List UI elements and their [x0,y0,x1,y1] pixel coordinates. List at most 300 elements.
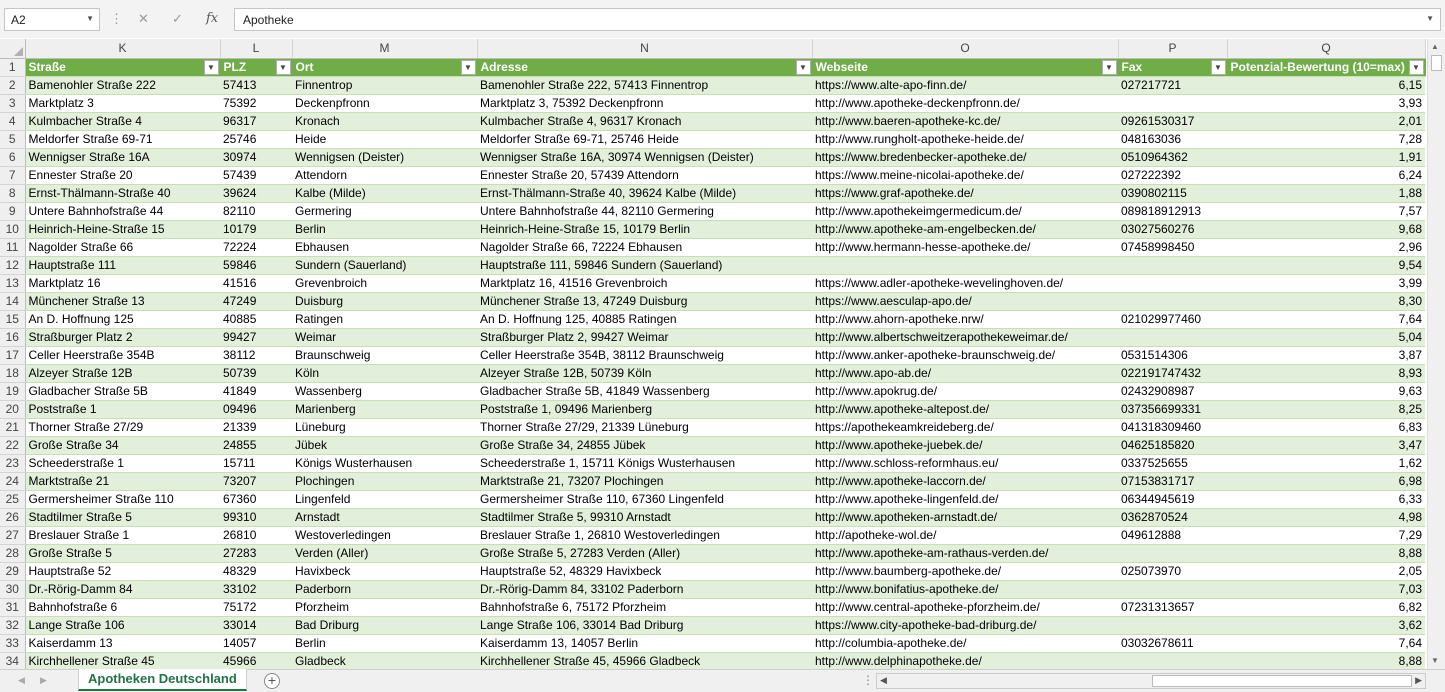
table-cell[interactable]: Poststraße 1 [25,400,220,418]
table-cell[interactable]: http://www.apo-ab.de/ [812,364,1118,382]
table-cell[interactable]: 8,30 [1227,292,1425,310]
table-cell[interactable] [1118,94,1227,112]
table-cell[interactable]: http://www.apotheke-deckenpfronn.de/ [812,94,1118,112]
cancel-icon[interactable]: ✕ [138,11,149,26]
table-cell[interactable] [1118,544,1227,562]
table-cell[interactable]: Finnentrop [292,76,477,94]
table-cell[interactable]: Bad Driburg [292,616,477,634]
table-cell[interactable]: Marktstraße 21 [25,472,220,490]
vertical-scrollbar[interactable] [1427,39,1445,669]
table-cell[interactable]: 48329 [220,562,292,580]
table-cell[interactable]: Kaiserdamm 13 [25,634,220,652]
column-header[interactable]: Q [1227,39,1425,58]
table-cell[interactable]: http://www.baumberg-apotheke.de/ [812,562,1118,580]
table-cell[interactable]: Gladbacher Straße 5B, 41849 Wassenberg [477,382,812,400]
enter-icon[interactable]: ✓ [172,11,183,26]
table-cell[interactable]: http://www.apotheken-arnstadt.de/ [812,508,1118,526]
row-header[interactable]: 25 [0,490,25,508]
table-cell[interactable]: Bahnhofstraße 6 [25,598,220,616]
table-cell[interactable]: Scheederstraße 1, 15711 Königs Wusterhausen [477,454,812,472]
table-cell[interactable]: Breslauer Straße 1, 26810 Westoverledingen [477,526,812,544]
table-cell[interactable]: http://www.apotheke-am-rathaus-verden.de/ [812,544,1118,562]
table-cell[interactable]: 09261530317 [1118,112,1227,130]
table-cell[interactable]: Weimar [292,328,477,346]
row-header[interactable]: 30 [0,580,25,598]
table-cell[interactable]: 025073970 [1118,562,1227,580]
table-cell[interactable]: http://apotheke-wol.de/ [812,526,1118,544]
table-cell[interactable]: Attendorn [292,166,477,184]
table-cell[interactable]: Lange Straße 106 [25,616,220,634]
row-header[interactable]: 10 [0,220,25,238]
table-cell[interactable]: Ratingen [292,310,477,328]
column-header[interactable]: N [477,39,812,58]
table-cell[interactable]: http://www.ahorn-apotheke.nrw/ [812,310,1118,328]
row-header[interactable]: 16 [0,328,25,346]
table-cell[interactable] [1118,256,1227,274]
scroll-down-icon[interactable]: ▼ [1431,656,1439,665]
table-cell[interactable] [1118,652,1227,670]
table-cell[interactable]: Paderborn [292,580,477,598]
table-cell[interactable]: 07458998450 [1118,238,1227,256]
table-cell[interactable]: http://www.rungholt-apotheke-heide.de/ [812,130,1118,148]
row-header[interactable]: 20 [0,400,25,418]
table-cell[interactable]: Germersheimer Straße 110, 67360 Lingenfeld [477,490,812,508]
row-header[interactable]: 22 [0,436,25,454]
table-cell[interactable]: http://www.apotheke-juebek.de/ [812,436,1118,454]
table-cell[interactable]: Stadtilmer Straße 5 [25,508,220,526]
table-cell[interactable]: http://www.anker-apotheke-braunschweig.de/ [812,346,1118,364]
table-cell[interactable]: 09496 [220,400,292,418]
table-cell[interactable]: Kirchhellener Straße 45, 45966 Gladbeck [477,652,812,670]
table-cell[interactable]: Stadtilmer Straße 5, 99310 Arnstadt [477,508,812,526]
row-header[interactable]: 12 [0,256,25,274]
table-cell[interactable]: Straßburger Platz 2 [25,328,220,346]
table-cell[interactable]: 0337525655 [1118,454,1227,472]
row-header[interactable]: 1 [0,58,25,76]
name-box[interactable] [4,8,100,31]
table-cell[interactable]: http://www.apothekeimgermedicum.de/ [812,202,1118,220]
filter-dropdown-icon[interactable]: ▼ [1211,60,1226,75]
table-cell[interactable]: Heinrich-Heine-Straße 15, 10179 Berlin [477,220,812,238]
table-cell[interactable]: Lingenfeld [292,490,477,508]
table-cell[interactable]: 10179 [220,220,292,238]
table-cell[interactable]: 7,64 [1227,634,1425,652]
table-cell[interactable]: Wennigser Straße 16A, 30974 Wennigsen (Deister) [477,148,812,166]
row-header[interactable]: 15 [0,310,25,328]
tab-splitter-icon[interactable]: ⋮ [862,673,874,687]
table-cell[interactable]: 57413 [220,76,292,94]
header-cell[interactable]: PLZ ▼ [220,58,292,76]
table-cell[interactable]: 39624 [220,184,292,202]
table-cell[interactable]: http://www.schloss-reformhaus.eu/ [812,454,1118,472]
table-cell[interactable]: Thorner Straße 27/29 [25,418,220,436]
row-header[interactable]: 23 [0,454,25,472]
table-cell[interactable]: 73207 [220,472,292,490]
row-header[interactable]: 18 [0,364,25,382]
table-cell[interactable]: Pforzheim [292,598,477,616]
table-cell[interactable]: Braunschweig [292,346,477,364]
table-cell[interactable]: 0362870524 [1118,508,1227,526]
table-cell[interactable]: Poststraße 1, 09496 Marienberg [477,400,812,418]
table-cell[interactable]: Köln [292,364,477,382]
table-cell[interactable]: 9,54 [1227,256,1425,274]
table-cell[interactable]: Untere Bahnhofstraße 44 [25,202,220,220]
row-header[interactable]: 4 [0,112,25,130]
table-cell[interactable]: Lüneburg [292,418,477,436]
table-cell[interactable]: Königs Wusterhausen [292,454,477,472]
table-cell[interactable]: Sundern (Sauerland) [292,256,477,274]
table-cell[interactable]: 38112 [220,346,292,364]
table-cell[interactable]: 7,57 [1227,202,1425,220]
row-header[interactable]: 8 [0,184,25,202]
table-cell[interactable]: 57439 [220,166,292,184]
table-cell[interactable]: 99427 [220,328,292,346]
table-cell[interactable]: https://apothekeamkreideberg.de/ [812,418,1118,436]
row-header[interactable]: 21 [0,418,25,436]
scroll-thumb[interactable] [1152,675,1412,687]
table-cell[interactable]: 04625185820 [1118,436,1227,454]
table-cell[interactable]: 02432908987 [1118,382,1227,400]
table-cell[interactable]: http://www.albertschweitzerapothekeweimar.de/ [812,328,1118,346]
table-cell[interactable]: Bahnhofstraße 6, 75172 Pforzheim [477,598,812,616]
table-cell[interactable]: https://www.adler-apotheke-wevelinghoven.de/ [812,274,1118,292]
table-cell[interactable]: 03032678611 [1118,634,1227,652]
filter-dropdown-icon[interactable]: ▼ [461,60,476,75]
table-cell[interactable]: Dr.-Rörig-Damm 84 [25,580,220,598]
table-cell[interactable]: Ennester Straße 20, 57439 Attendorn [477,166,812,184]
table-cell[interactable]: Ebhausen [292,238,477,256]
table-cell[interactable]: Ennester Straße 20 [25,166,220,184]
table-cell[interactable]: 7,29 [1227,526,1425,544]
filter-dropdown-icon[interactable]: ▼ [1102,60,1117,75]
table-cell[interactable]: https://www.city-apotheke-bad-driburg.de/ [812,616,1118,634]
table-cell[interactable]: 67360 [220,490,292,508]
row-header[interactable]: 19 [0,382,25,400]
table-cell[interactable]: 9,63 [1227,382,1425,400]
row-header[interactable]: 28 [0,544,25,562]
table-cell[interactable]: 8,88 [1227,544,1425,562]
insert-function-icon[interactable]: fx [206,11,219,26]
column-header[interactable]: O [812,39,1118,58]
table-cell[interactable]: Marktplatz 16 [25,274,220,292]
table-cell[interactable]: 027217721 [1118,76,1227,94]
table-cell[interactable]: 2,01 [1227,112,1425,130]
table-cell[interactable]: Plochingen [292,472,477,490]
table-cell[interactable]: Münchener Straße 13, 47249 Duisburg [477,292,812,310]
table-cell[interactable]: 8,25 [1227,400,1425,418]
table-cell[interactable]: 089818912913 [1118,202,1227,220]
table-cell[interactable]: Gladbeck [292,652,477,670]
table-cell[interactable]: 3,99 [1227,274,1425,292]
table-cell[interactable]: http://www.hermann-hesse-apotheke.de/ [812,238,1118,256]
filter-dropdown-icon[interactable]: ▼ [796,60,811,75]
table-cell[interactable]: https://www.alte-apo-finn.de/ [812,76,1118,94]
table-cell[interactable]: 6,83 [1227,418,1425,436]
header-cell[interactable]: Webseite ▼ [812,58,1118,76]
table-cell[interactable]: 45966 [220,652,292,670]
scroll-right-icon[interactable]: ▶ [1415,675,1422,685]
table-cell[interactable]: Ernst-Thälmann-Straße 40 [25,184,220,202]
table-cell[interactable]: Kronach [292,112,477,130]
table-cell[interactable]: Grevenbroich [292,274,477,292]
table-cell[interactable]: Celler Heerstraße 354B [25,346,220,364]
table-cell[interactable]: 2,96 [1227,238,1425,256]
table-cell[interactable]: 21339 [220,418,292,436]
table-cell[interactable]: 6,33 [1227,490,1425,508]
row-header[interactable]: 6 [0,148,25,166]
table-cell[interactable]: Marktplatz 3 [25,94,220,112]
table-cell[interactable]: 03027560276 [1118,220,1227,238]
column-header[interactable]: M [292,39,477,58]
table-cell[interactable]: http://www.apotheke-am-engelbecken.de/ [812,220,1118,238]
table-cell[interactable]: Hauptstraße 52 [25,562,220,580]
table-cell[interactable]: Große Straße 5 [25,544,220,562]
table-cell[interactable]: 021029977460 [1118,310,1227,328]
table-cell[interactable]: Wennigsen (Deister) [292,148,477,166]
table-cell[interactable]: Große Straße 34, 24855 Jübek [477,436,812,454]
filter-dropdown-icon[interactable]: ▼ [276,60,291,75]
row-header[interactable]: 5 [0,130,25,148]
table-cell[interactable]: 96317 [220,112,292,130]
header-cell[interactable]: Fax ▼ [1118,58,1227,76]
table-cell[interactable]: Celler Heerstraße 354B, 38112 Braunschweig [477,346,812,364]
table-cell[interactable]: 022191747432 [1118,364,1227,382]
select-all-corner[interactable] [0,39,25,58]
table-cell[interactable]: Arnstadt [292,508,477,526]
table-cell[interactable]: Wassenberg [292,382,477,400]
table-cell[interactable]: Duisburg [292,292,477,310]
formula-input[interactable] [234,8,1441,31]
row-header[interactable]: 2 [0,76,25,94]
table-cell[interactable]: Marktplatz 16, 41516 Grevenbroich [477,274,812,292]
table-cell[interactable]: 0510964362 [1118,148,1227,166]
horizontal-scrollbar[interactable] [876,673,1426,689]
table-cell[interactable]: Große Straße 5, 27283 Verden (Aller) [477,544,812,562]
table-cell[interactable]: https://www.meine-nicolai-apotheke.de/ [812,166,1118,184]
table-cell[interactable]: http://www.apotheke-altepost.de/ [812,400,1118,418]
table-cell[interactable]: 7,64 [1227,310,1425,328]
table-cell[interactable]: Heinrich-Heine-Straße 15 [25,220,220,238]
table-cell[interactable]: 9,68 [1227,220,1425,238]
row-header[interactable]: 7 [0,166,25,184]
table-cell[interactable]: http://www.bonifatius-apotheke.de/ [812,580,1118,598]
table-cell[interactable]: Große Straße 34 [25,436,220,454]
sheet-tab-active[interactable]: Apotheken Deutschland [78,669,247,691]
table-cell[interactable]: 4,98 [1227,508,1425,526]
chevron-down-icon[interactable]: ▼ [86,14,94,23]
scroll-up-icon[interactable]: ▲ [1431,42,1439,51]
table-cell[interactable]: 59846 [220,256,292,274]
table-cell[interactable]: Marktplatz 3, 75392 Deckenpfronn [477,94,812,112]
expand-formula-icon[interactable]: ▼ [1426,14,1434,23]
table-cell[interactable]: 40885 [220,310,292,328]
table-cell[interactable]: Meldorfer Straße 69-71 [25,130,220,148]
table-cell[interactable]: 30974 [220,148,292,166]
column-header[interactable]: K [25,39,220,58]
row-header[interactable]: 26 [0,508,25,526]
table-cell[interactable]: Kulmbacher Straße 4, 96317 Kronach [477,112,812,130]
table-cell[interactable]: 0390802115 [1118,184,1227,202]
row-header[interactable]: 11 [0,238,25,256]
table-cell[interactable] [1118,328,1227,346]
table-cell[interactable]: Deckenpfronn [292,94,477,112]
table-cell[interactable]: 82110 [220,202,292,220]
header-cell[interactable]: Potenzial-Bewertung (10=max) ▼ [1227,58,1425,76]
table-cell[interactable]: 027222392 [1118,166,1227,184]
table-cell[interactable]: http://www.central-apotheke-pforzheim.de/ [812,598,1118,616]
table-cell[interactable]: 3,47 [1227,436,1425,454]
table-cell[interactable]: 47249 [220,292,292,310]
table-cell[interactable]: Hauptstraße 111, 59846 Sundern (Sauerland) [477,256,812,274]
table-cell[interactable]: 33102 [220,580,292,598]
table-cell[interactable]: Thorner Straße 27/29, 21339 Lüneburg [477,418,812,436]
next-sheet-icon[interactable]: ▶ [40,675,47,685]
table-cell[interactable] [812,256,1118,274]
row-header[interactable]: 27 [0,526,25,544]
table-cell[interactable]: 049612888 [1118,526,1227,544]
table-cell[interactable]: Kalbe (Milde) [292,184,477,202]
table-cell[interactable] [1118,616,1227,634]
table-cell[interactable]: Germersheimer Straße 110 [25,490,220,508]
table-cell[interactable]: 15711 [220,454,292,472]
table-cell[interactable]: Jübek [292,436,477,454]
table-cell[interactable]: 1,91 [1227,148,1425,166]
table-cell[interactable]: 3,93 [1227,94,1425,112]
header-cell[interactable]: Adresse ▼ [477,58,812,76]
table-cell[interactable]: 041318309460 [1118,418,1227,436]
table-cell[interactable]: Havixbeck [292,562,477,580]
table-cell[interactable] [1118,274,1227,292]
table-cell[interactable]: 72224 [220,238,292,256]
table-cell[interactable]: 7,03 [1227,580,1425,598]
table-cell[interactable]: http://www.apotheke-lingenfeld.de/ [812,490,1118,508]
table-cell[interactable]: Kaiserdamm 13, 14057 Berlin [477,634,812,652]
table-cell[interactable]: 07153831717 [1118,472,1227,490]
scroll-left-icon[interactable]: ◀ [880,675,887,685]
table-cell[interactable]: 3,87 [1227,346,1425,364]
table-cell[interactable]: 14057 [220,634,292,652]
table-cell[interactable]: Wennigser Straße 16A [25,148,220,166]
table-cell[interactable]: Gladbacher Straße 5B [25,382,220,400]
table-cell[interactable]: 26810 [220,526,292,544]
header-cell[interactable]: Straße ▼ [25,58,220,76]
table-cell[interactable]: https://www.aesculap-apo.de/ [812,292,1118,310]
table-cell[interactable]: http://www.apotheke-laccorn.de/ [812,472,1118,490]
table-cell[interactable]: Berlin [292,634,477,652]
table-cell[interactable]: 6,15 [1227,76,1425,94]
row-header[interactable]: 31 [0,598,25,616]
table-cell[interactable]: 33014 [220,616,292,634]
table-cell[interactable]: Alzeyer Straße 12B, 50739 Köln [477,364,812,382]
table-cell[interactable]: Bamenohler Straße 222, 57413 Finnentrop [477,76,812,94]
table-cell[interactable]: 50739 [220,364,292,382]
row-header[interactable]: 13 [0,274,25,292]
table-cell[interactable]: Nagolder Straße 66 [25,238,220,256]
table-cell[interactable]: 2,05 [1227,562,1425,580]
table-cell[interactable]: Hauptstraße 111 [25,256,220,274]
table-cell[interactable]: 6,82 [1227,598,1425,616]
table-cell[interactable] [1118,292,1227,310]
table-cell[interactable]: 037356699331 [1118,400,1227,418]
table-cell[interactable]: Meldorfer Straße 69-71, 25746 Heide [477,130,812,148]
table-cell[interactable]: Germering [292,202,477,220]
row-header[interactable]: 14 [0,292,25,310]
column-header[interactable]: P [1118,39,1227,58]
table-cell[interactable]: 27283 [220,544,292,562]
row-header[interactable]: 34 [0,652,25,670]
table-cell[interactable]: An D. Hoffnung 125, 40885 Ratingen [477,310,812,328]
table-cell[interactable]: 8,88 [1227,652,1425,670]
table-cell[interactable]: Untere Bahnhofstraße 44, 82110 Germering [477,202,812,220]
scroll-thumb[interactable] [1431,55,1442,71]
table-cell[interactable]: 99310 [220,508,292,526]
table-cell[interactable]: 7,28 [1227,130,1425,148]
table-cell[interactable]: 1,88 [1227,184,1425,202]
table-cell[interactable]: 5,04 [1227,328,1425,346]
table-cell[interactable]: Münchener Straße 13 [25,292,220,310]
table-cell[interactable] [1118,580,1227,598]
table-cell[interactable]: Alzeyer Straße 12B [25,364,220,382]
row-header[interactable]: 17 [0,346,25,364]
table-cell[interactable]: 1,62 [1227,454,1425,472]
table-cell[interactable]: 75172 [220,598,292,616]
table-cell[interactable]: Lange Straße 106, 33014 Bad Driburg [477,616,812,634]
table-cell[interactable]: 41516 [220,274,292,292]
filter-dropdown-icon[interactable]: ▼ [1409,60,1424,75]
table-cell[interactable]: Hauptstraße 52, 48329 Havixbeck [477,562,812,580]
table-cell[interactable]: Bamenohler Straße 222 [25,76,220,94]
table-cell[interactable]: 41849 [220,382,292,400]
table-cell[interactable]: Marktstraße 21, 73207 Plochingen [477,472,812,490]
table-cell[interactable]: http://www.baeren-apotheke-kc.de/ [812,112,1118,130]
table-cell[interactable]: Straßburger Platz 2, 99427 Weimar [477,328,812,346]
row-header[interactable]: 29 [0,562,25,580]
table-cell[interactable]: Westoverledingen [292,526,477,544]
table-cell[interactable]: https://www.graf-apotheke.de/ [812,184,1118,202]
table-cell[interactable]: http://columbia-apotheke.de/ [812,634,1118,652]
table-cell[interactable]: Ernst-Thälmann-Straße 40, 39624 Kalbe (Milde) [477,184,812,202]
table-cell[interactable]: 07231313657 [1118,598,1227,616]
table-cell[interactable]: 048163036 [1118,130,1227,148]
row-header[interactable]: 9 [0,202,25,220]
table-cell[interactable]: 25746 [220,130,292,148]
table-cell[interactable]: Berlin [292,220,477,238]
table-cell[interactable]: 3,62 [1227,616,1425,634]
table-cell[interactable]: 75392 [220,94,292,112]
table-cell[interactable]: 0531514306 [1118,346,1227,364]
row-header[interactable]: 33 [0,634,25,652]
column-header[interactable]: L [220,39,292,58]
prev-sheet-icon[interactable]: ◀ [18,675,25,685]
table-cell[interactable]: http://www.apokrug.de/ [812,382,1118,400]
table-cell[interactable]: 6,24 [1227,166,1425,184]
table-cell[interactable]: 06344945619 [1118,490,1227,508]
table-cell[interactable]: Kulmbacher Straße 4 [25,112,220,130]
table-cell[interactable]: 24855 [220,436,292,454]
table-cell[interactable]: Heide [292,130,477,148]
add-sheet-button[interactable]: + [264,673,280,689]
table-cell[interactable]: http://www.delphinapotheke.de/ [812,652,1118,670]
table-cell[interactable]: Scheederstraße 1 [25,454,220,472]
table-cell[interactable]: Verden (Aller) [292,544,477,562]
row-header[interactable]: 3 [0,94,25,112]
table-cell[interactable]: 8,93 [1227,364,1425,382]
header-cell[interactable]: Ort ▼ [292,58,477,76]
table-cell[interactable]: Dr.-Rörig-Damm 84, 33102 Paderborn [477,580,812,598]
table-cell[interactable]: An D. Hoffnung 125 [25,310,220,328]
table-cell[interactable]: Kirchhellener Straße 45 [25,652,220,670]
filter-dropdown-icon[interactable]: ▼ [204,60,219,75]
